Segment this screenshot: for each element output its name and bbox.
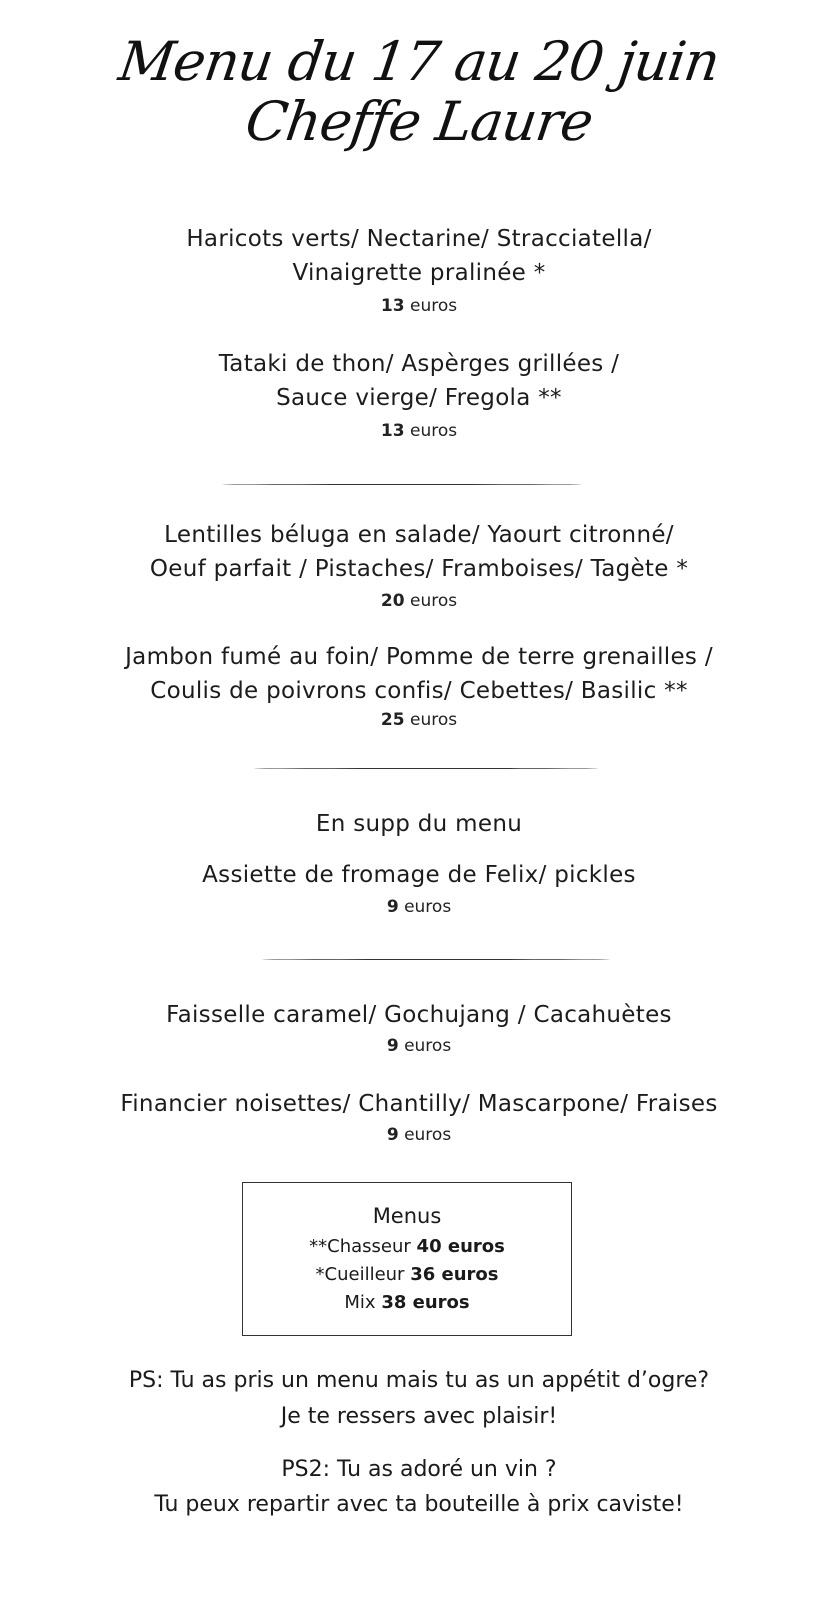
section-divider bbox=[254, 768, 598, 769]
menu-option-label: **Chasseur bbox=[309, 1236, 411, 1257]
price-unit: euros bbox=[409, 591, 458, 611]
price-unit: euros bbox=[409, 710, 458, 730]
dish-price bbox=[0, 709, 838, 731]
dish-name: Lentilles béluga en salade/ Yaourt citronné/ bbox=[164, 522, 674, 548]
ps2-note: Tu peux repartir avec ta bouteille à prix caviste! bbox=[154, 1492, 684, 1517]
price-value: 20 bbox=[380, 591, 405, 611]
price-unit: euros bbox=[409, 296, 458, 316]
ps2-note: PS2: Tu as adoré un vin ? bbox=[281, 1457, 557, 1482]
dish-price bbox=[0, 1124, 838, 1146]
menu-title: Menu du 17 au 20 juin bbox=[115, 30, 723, 93]
dish-name: Sauce vierge/ Fregola ** bbox=[276, 385, 562, 411]
price-value: 9 bbox=[386, 1125, 399, 1145]
ps-note: Je te ressers avec plaisir! bbox=[280, 1404, 558, 1429]
price-unit: euros bbox=[404, 1036, 452, 1056]
menu-option bbox=[243, 1234, 571, 1260]
chef-name: Cheffe Laure bbox=[241, 90, 597, 153]
ps-note: PS: Tu as pris un menu mais tu as un appétit d’ogre? bbox=[128, 1368, 710, 1393]
dish-name: Financier noisettes/ Chantilly/ Mascarpone/ Fraises bbox=[120, 1091, 718, 1117]
price-value: 13 bbox=[380, 296, 405, 316]
price-unit: euros bbox=[409, 421, 458, 441]
dish-name: Oeuf parfait / Pistaches/ Framboises/ Tagète * bbox=[149, 556, 689, 582]
price-value: 13 bbox=[380, 421, 405, 441]
dish-name: Assiette de fromage de Felix/ pickles bbox=[202, 862, 636, 888]
dish-name: Haricots verts/ Nectarine/ Stracciatella/ bbox=[186, 226, 652, 252]
dish-price bbox=[0, 590, 838, 612]
dish-name: Coulis de poivrons confis/ Cebettes/ Basilic ** bbox=[150, 678, 688, 704]
price-value: 9 bbox=[386, 897, 399, 917]
price-unit: euros bbox=[404, 897, 452, 917]
menu-option-price: 36 euros bbox=[410, 1264, 499, 1285]
supplement-heading: En supp du menu bbox=[315, 811, 523, 837]
section-divider bbox=[262, 959, 610, 960]
price-value: 9 bbox=[386, 1036, 399, 1056]
menus-box bbox=[242, 1182, 572, 1336]
dish-name: Vinaigrette pralinée * bbox=[292, 260, 546, 286]
menu-option-label: *Cueilleur bbox=[315, 1264, 405, 1285]
price-unit: euros bbox=[404, 1125, 452, 1145]
dish-price bbox=[0, 295, 838, 317]
dish-name: Faisselle caramel/ Gochujang / Cacahuètes bbox=[166, 1002, 672, 1028]
menu-option bbox=[243, 1290, 571, 1316]
dish-name: Jambon fumé au foin/ Pomme de terre grenailles / bbox=[125, 644, 713, 670]
dish-name: Tataki de thon/ Aspèrges grillées / bbox=[218, 351, 620, 377]
dish-price bbox=[0, 420, 838, 442]
price-value: 25 bbox=[380, 710, 405, 730]
menu-option-price: 38 euros bbox=[381, 1292, 470, 1313]
menus-title: Menus bbox=[372, 1204, 442, 1228]
section-divider bbox=[222, 484, 582, 485]
dish-price bbox=[0, 1035, 838, 1057]
dish-price bbox=[0, 896, 838, 918]
menu-option-price: 40 euros bbox=[416, 1236, 505, 1257]
menu-option-label: Mix bbox=[344, 1292, 376, 1313]
menu-option bbox=[243, 1262, 571, 1288]
